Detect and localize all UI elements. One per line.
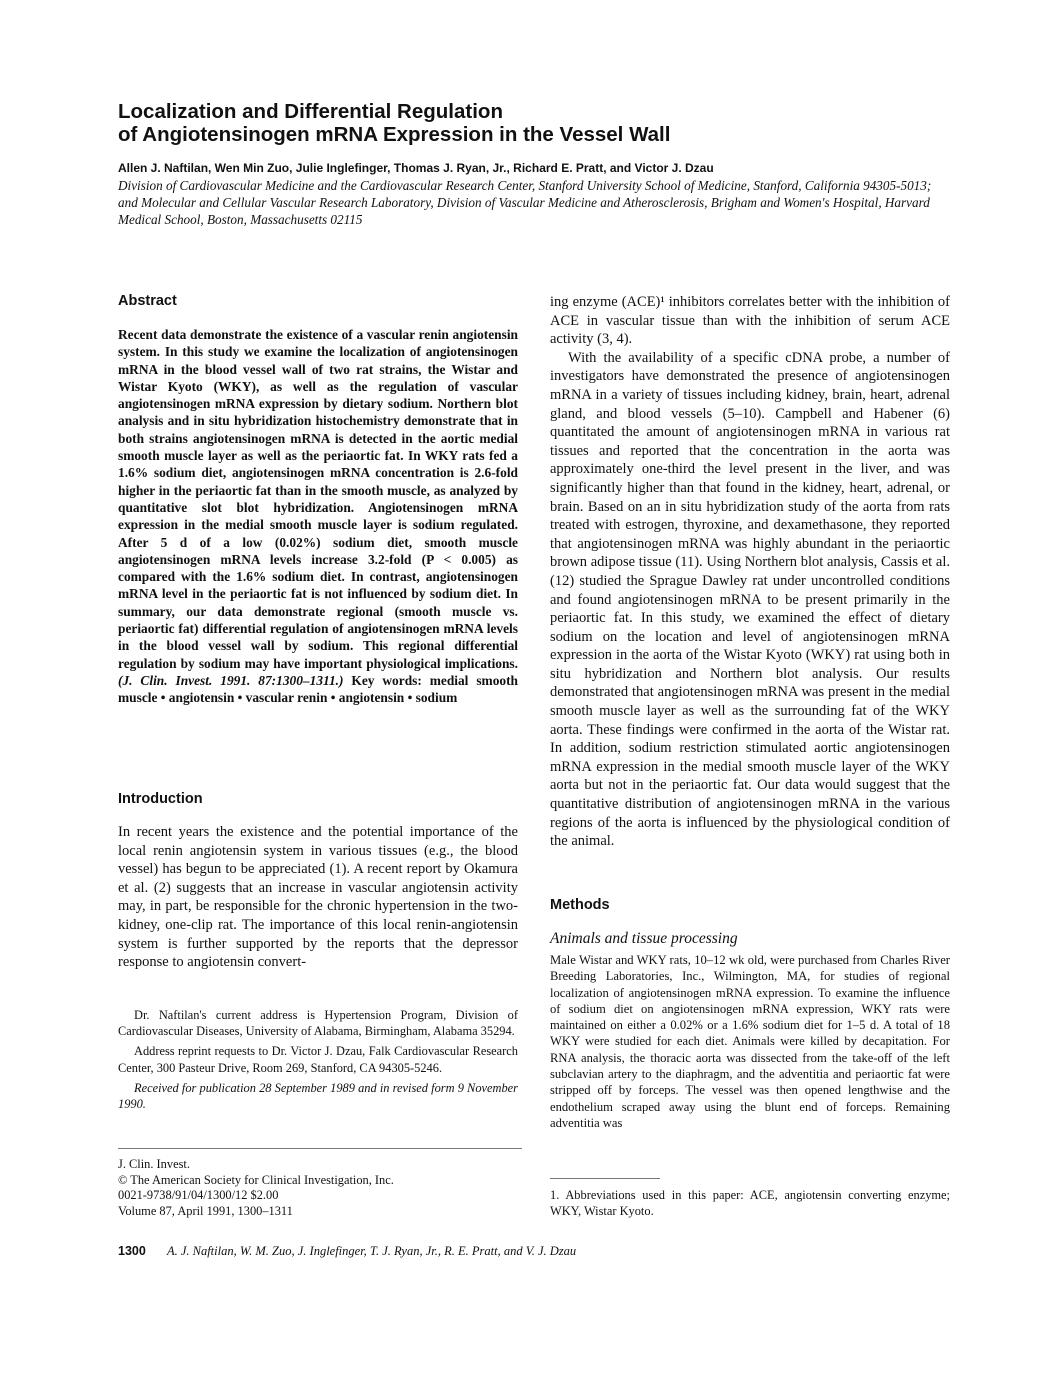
introduction-body-right [550, 293, 950, 851]
methods-heading: Methods [550, 897, 610, 913]
received-footnote: Received for publication 28 September 1989 and in revised form 9 November 1990. [118, 1080, 518, 1112]
journal-info [118, 1157, 518, 1219]
methods-body [550, 952, 950, 1131]
address-footnote: Dr. Naftilan's current address is Hypertension Program, Division of Cardiovascular Diseases, University of Alabama, Birmingham, Alabama 35294. [118, 1008, 518, 1039]
abbreviations-footnote [550, 1187, 950, 1219]
introduction-paragraph-2: With the availability of a specific cDNA probe, a number of investigators have demonstrated the presence of angiotensinogen mRNA in a variety of tissues including kidney, brain, heart, adrenal gland, and blood vessels (5–10). Campbell and Habener (6) quantitated the amount of angiotensinogen mRNA in various rat tissues and reported that the concentration in the aorta was approximately one-third the level present in the liver, and was significantly higher than that found in the kidney, heart, adrenal, or brain. Based on an in situ hybridization study of the aorta from rats treated with estrogen, thyroxine, and dexamethasone, they reported that angiotensinogen mRNA was highly abundant in the periaortic brown adipose tissue (11). Using Northern blot analysis, Cassis et al. (12) studied the Sprague Dawley rat under uncontrolled conditions and found angiotensinogen mRNA to be present primarily in the periaortic fat. In this study, we examined the effect of dietary sodium on the location and level of angiotensinogen mRNA expression in the aorta of the Wistar Kyoto (WKY) rat using both in situ hybridization and Northern blot analysis. Our results demonstrated that angiotensinogen mRNA was present in the medial smooth muscle layer as well as the surrounding fat of the WKY aorta. These findings were confirmed in the aorta of the Wistar rat. In addition, sodium restriction stimulated aortic angiotensinogen mRNA expression in the medial smooth muscle layer of the WKY aorta but not in the periaortic fat. Our data would suggest that the quantitative distribution of angiotensinogen mRNA in the various regions of the aorta is influenced by the physiological condition of the animal. [550, 349, 950, 850]
title-line-2: of Angiotensinogen mRNA Expression in the Vessel Wall [118, 123, 671, 146]
methods-subheading: Animals and tissue processing [550, 930, 738, 947]
volume-line: Volume 87, April 1991, 1300–1311 [118, 1203, 293, 1218]
page-number: 1300 [118, 1244, 146, 1258]
author-list: Allen J. Naftilan, Wen Min Zuo, Julie Inglefinger, Thomas J. Ryan, Jr., Richard E. Pratt, and Victor J. Dzau [118, 161, 714, 175]
introduction-paragraph-1: In recent years the existence and the potential importance of the local renin angiotensin system in various tissues (e.g., the blood vessel) has begun to be appreciated (1). A recent report by Okamura et al. (2) suggests that an increase in vascular angiotensin activity may, in part, be responsible for the chronic hypertension in the two-kidney, one-clip rat. The importance of this local renin-angiotensin system is further supported by the reports that the depressor response to angiotensin convert- [118, 824, 518, 971]
reprint-footnote: Address reprint requests to Dr. Victor J. Dzau, Falk Cardiovascular Research Center, 300 Pasteur Drive, Room 269, Stanford, CA 94305-5246. [118, 1044, 518, 1075]
footnote-divider [118, 1148, 522, 1149]
abstract-heading: Abstract [118, 293, 177, 309]
abstract-text: Recent data demonstrate the existence of a vascular renin angiotensin system. In this study we examine the localization of angiotensinogen mRNA in the blood vessel wall of two rat strains, the Wistar and Wistar Kyoto (WKY), as well as the regulation of vascular angiotensinogen mRNA expression by dietary sodium. Northern blot analysis and in situ hybridization histochemistry demonstrate that in both strains angiotensinogen mRNA is detected in the aortic medial smooth muscle layer as well as the periaortic fat. In WKY rats fed a 1.6% sodium diet, angiotensinogen mRNA concentration is 2.6-fold higher in the periaortic fat than in the smooth muscle, as analyzed by quantitative slot blot hybridization. Angiotensinogen mRNA expression in the medial smooth muscle layer is sodium regulated. After 5 d of a low (0.02%) sodium diet, smooth muscle angiotensinogen mRNA levels increase 3.2-fold (P < 0.005) as compared with the 1.6% sodium diet. In contrast, angiotensinogen mRNA level in the periaortic fat is not influenced by sodium diet. In summary, our data demonstrate regional (smooth muscle vs. periaortic fat) differential regulation of angiotensinogen mRNA levels in the blood vessel wall by sodium. This regional differential regulation by sodium may have important physiological implications. [118, 327, 518, 671]
abstract-citation: (J. Clin. Invest. 1991. 87:1300–1311.) [118, 672, 344, 688]
methods-paragraph: Male Wistar and WKY rats, 10–12 wk old, were purchased from Charles River Breeding Laboratories, Inc., Wilmington, MA, for studies of regional localization of angiotensinogen mRNA expression. To examine the influence of sodium diet on angiotensinogen mRNA expression, WKY rats were maintained on either a 0.02% or a 1.6% sodium diet for 1–5 d. A total of 18 WKY were studied for each diet. Animals were killed by decapitation. For RNA analysis, the thoracic aorta was dissected from the take-off of the left subclavian artery to the diaphragm, and the adventitia and periaortic fat were stripped off by forceps. The vessel was then opened lengthwise and the endothelium scraped away using the blunt end of forceps. Remaining adventitia was [550, 953, 950, 1130]
affiliation: Division of Cardiovascular Medicine and the Cardiovascular Research Center, Stanford University School of Medicine, Stanford, California 94305-5013; and Molecular and Cellular Vascular Research Laboratory, Division of Vascular Medicine and Atherosclerosis, Brigham and Women's Hospital, Harvard Medical School, Boston, Massachusetts 02115 [118, 178, 932, 227]
abbreviations-text: 1. Abbreviations used in this paper: ACE, angiotensin converting enzyme; WKY, Wistar Kyoto. [550, 1188, 950, 1219]
abstract-keywords: Key words: medial smooth muscle • angiotensin • vascular renin • angiotensin • sodium [118, 672, 518, 706]
abstract-paragraph [118, 326, 518, 707]
title-line-1: Localization and Differential Regulation [118, 100, 503, 123]
running-authors: A. J. Naftilan, W. M. Zuo, J. Inglefinger, T. J. Ryan, Jr., R. E. Pratt, and V. J. Dzau [166, 1244, 577, 1258]
page-footer [118, 1244, 938, 1259]
article-title [118, 100, 938, 146]
introduction-paragraph-1-continued: ing enzyme (ACE)¹ inhibitors correlates better with the inhibition of ACE in vascular tissue than with the inhibition of serum ACE activity (3, 4). [550, 294, 950, 348]
introduction-heading: Introduction [118, 791, 203, 807]
abstract-body [118, 326, 518, 707]
introduction-body-left [118, 823, 518, 972]
abbrev-divider [550, 1178, 660, 1179]
copyright-line: © The American Society for Clinical Investigation, Inc. [118, 1172, 394, 1187]
journal-name: J. Clin. Invest. [118, 1157, 190, 1171]
issn-price: 0021-9738/91/04/1300/12 $2.00 [118, 1188, 279, 1202]
author-footnotes [118, 1007, 518, 1112]
